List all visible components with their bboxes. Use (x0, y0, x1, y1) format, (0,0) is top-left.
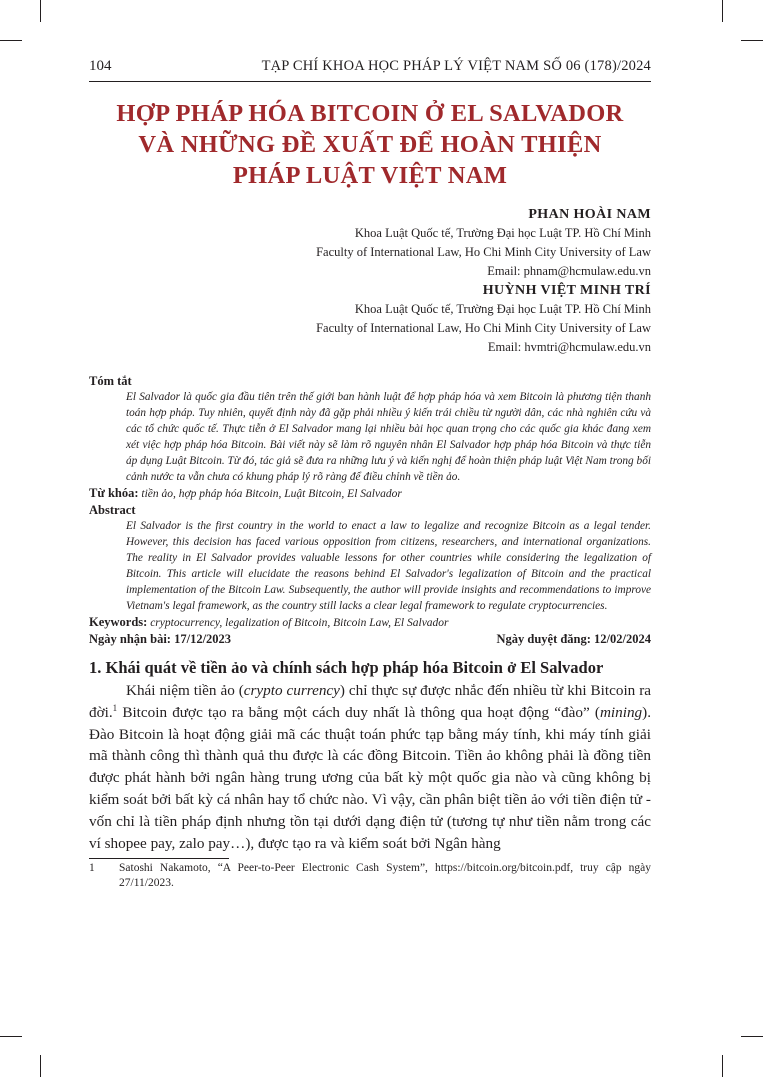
footnote-text: Satoshi Nakamoto, “A Peer-to-Peer Electronic Cash System”, https://bitcoin.org/bitcoin.pdf, truy cập ngày 27/11/2023. (119, 862, 651, 890)
author-email: Email: phnam@hcmulaw.edu.vn (487, 264, 651, 278)
abstract-text: El Salvador is the first country in the world to enact a law to legalize and recognize Bitcoin as a legal tender. However, this decision has faced various opposition from citizens, researchers, and international organizations. The reality in El Salvador provides valuable lessons for other countries while considering the legalization of Bitcoin. This article will elucidate the reasons behind El Salvador's legalization of Bitcoin and the practical implementation of the Bitcoin Law. Subsequently, the author will provide insights and recommendations to improve Vietnam's legal framework, as the country still lacks a clear legal framework to regulate cryptocurrencies. (126, 520, 651, 612)
article-title-line: VÀ NHỮNG ĐỀ XUẤT ĐỂ HOÀN THIỆN (138, 131, 602, 158)
article-title-line: HỢP PHÁP HÓA BITCOIN Ở EL SALVADOR (116, 100, 624, 127)
keywords-en-text: cryptocurrency, legalization of Bitcoin, Bitcoin Law, El Salvador (150, 617, 449, 629)
author-email: Email: hvmtri@hcmulaw.edu.vn (487, 340, 651, 354)
crop-mark (0, 40, 22, 41)
body-text: ). Đào Bitcoin là hoạt động giải mã các thuật toán phức tạp bằng máy tính, khi máy tính giải mã thành công thì thành quả thu được là các đồng Bitcoin. Tiền ảo không phải là đồng tiền được phát hành bởi ngân hàng trung ương của bất kỳ một quốc gia nào và cũng không bị kiểm soát bởi bất kỳ cá nhân hay tổ chức nào. Vì vậy, cần phân biệt tiền ảo với tiền điện tử - vốn chỉ là tiền pháp định nhưng tồn tại dưới dạng điện tử (tương tự như tiền nằm trong các ví shopee pay, zalo pay…), được tạo ra và kiểm soát bởi Ngân hàng (89, 703, 651, 852)
body-text: Bitcoin được tạo ra bằng một cách duy nhất là thông qua hoạt động “đào” ( (117, 703, 600, 721)
journal-title: TẠP CHÍ KHOA HỌC PHÁP LÝ VIỆT NAM SỐ 06 (178)/2024 (261, 58, 651, 74)
crop-mark (722, 1055, 723, 1077)
crop-mark (40, 0, 41, 22)
summary-label: Tóm tắt (89, 374, 132, 388)
footnote (89, 861, 651, 891)
author-1 (89, 205, 651, 281)
footnote-number: 1 (89, 862, 95, 875)
article-title (89, 98, 651, 191)
keywords-vi (89, 485, 651, 502)
crop-mark (40, 1055, 41, 1077)
keywords-en (89, 614, 651, 631)
body-paragraph (89, 680, 651, 854)
footnote-ref[interactable]: 1 (112, 702, 118, 713)
body-italic: crypto currency (243, 682, 340, 699)
crop-mark (0, 1036, 22, 1037)
received-date: Ngày nhận bài: 17/12/2023 (89, 632, 232, 646)
article-title-line: PHÁP LUẬT VIỆT NAM (232, 162, 508, 189)
article-dates (89, 631, 651, 647)
author-2 (89, 281, 651, 357)
crop-mark (722, 0, 723, 22)
keywords-vi-text: tiền ảo, hợp pháp hóa Bitcoin, Luật Bitcoin, El Salvador (141, 488, 402, 500)
author-name: HUỲNH VIỆT MINH TRÍ (482, 283, 651, 298)
abstract-label: Abstract (89, 503, 136, 517)
abstract-block (89, 373, 651, 647)
accepted-date: Ngày duyệt đăng: 12/02/2024 (496, 632, 651, 646)
crop-mark (741, 1036, 763, 1037)
body-italic: mining (599, 703, 643, 721)
body-text: ) chỉ thực sự được nhắc đến nhiều từ khi Bitcoin ra đời. (89, 682, 651, 721)
author-affiliation-vi: Khoa Luật Quốc tế, Trường Đại học Luật TP. Hồ Chí Minh (354, 226, 651, 240)
running-header (89, 58, 651, 82)
crop-mark (741, 40, 763, 41)
section-heading: 1. Khái quát về tiền ảo và chính sách hợp pháp hóa Bitcoin ở El Salvador (89, 658, 604, 677)
author-affiliation-en: Faculty of International Law, Ho Chi Minh City University of Law (316, 245, 651, 259)
page-number: 104 (89, 58, 112, 74)
keywords-en-label: Keywords: (89, 615, 148, 629)
page (89, 58, 651, 891)
footnote-rule (89, 858, 229, 859)
author-affiliation-vi: Khoa Luật Quốc tế, Trường Đại học Luật TP. Hồ Chí Minh (354, 302, 651, 316)
author-affiliation-en: Faculty of International Law, Ho Chi Minh City University of Law (316, 321, 651, 335)
author-name: PHAN HOÀI NAM (528, 207, 651, 222)
summary-text: El Salvador là quốc gia đầu tiên trên thế giới ban hành luật để hợp pháp hóa và xem Bitcoin là phương tiện thanh toán hợp pháp. Tuy nhiên, quyết định này đã gặp phải nhiều ý kiến trái chiều từ người dân, các nhà nghiên cứu và các tổ chức quốc tế. Thực tiễn ở El Salvador mang lại nhiều bài học quan trọng cho các quốc gia khác đang xem xét việc hợp pháp hóa Bitcoin. Bài viết này sẽ làm rõ nguyên nhân El Salvador hợp pháp hóa Bitcoin và thực tiễn áp dụng Luật Bitcoin. Từ đó, tác giả sẽ đưa ra những lưu ý và kiến nghị để hoàn thiện pháp luật Việt Nam trong bối cảnh nước ta vẫn chưa có khung pháp lý rõ ràng để điều chỉnh về tiền ảo. (126, 391, 651, 483)
keywords-vi-label: Từ khóa: (89, 486, 139, 500)
body-text: Khái niệm tiền ảo ( (126, 682, 244, 699)
